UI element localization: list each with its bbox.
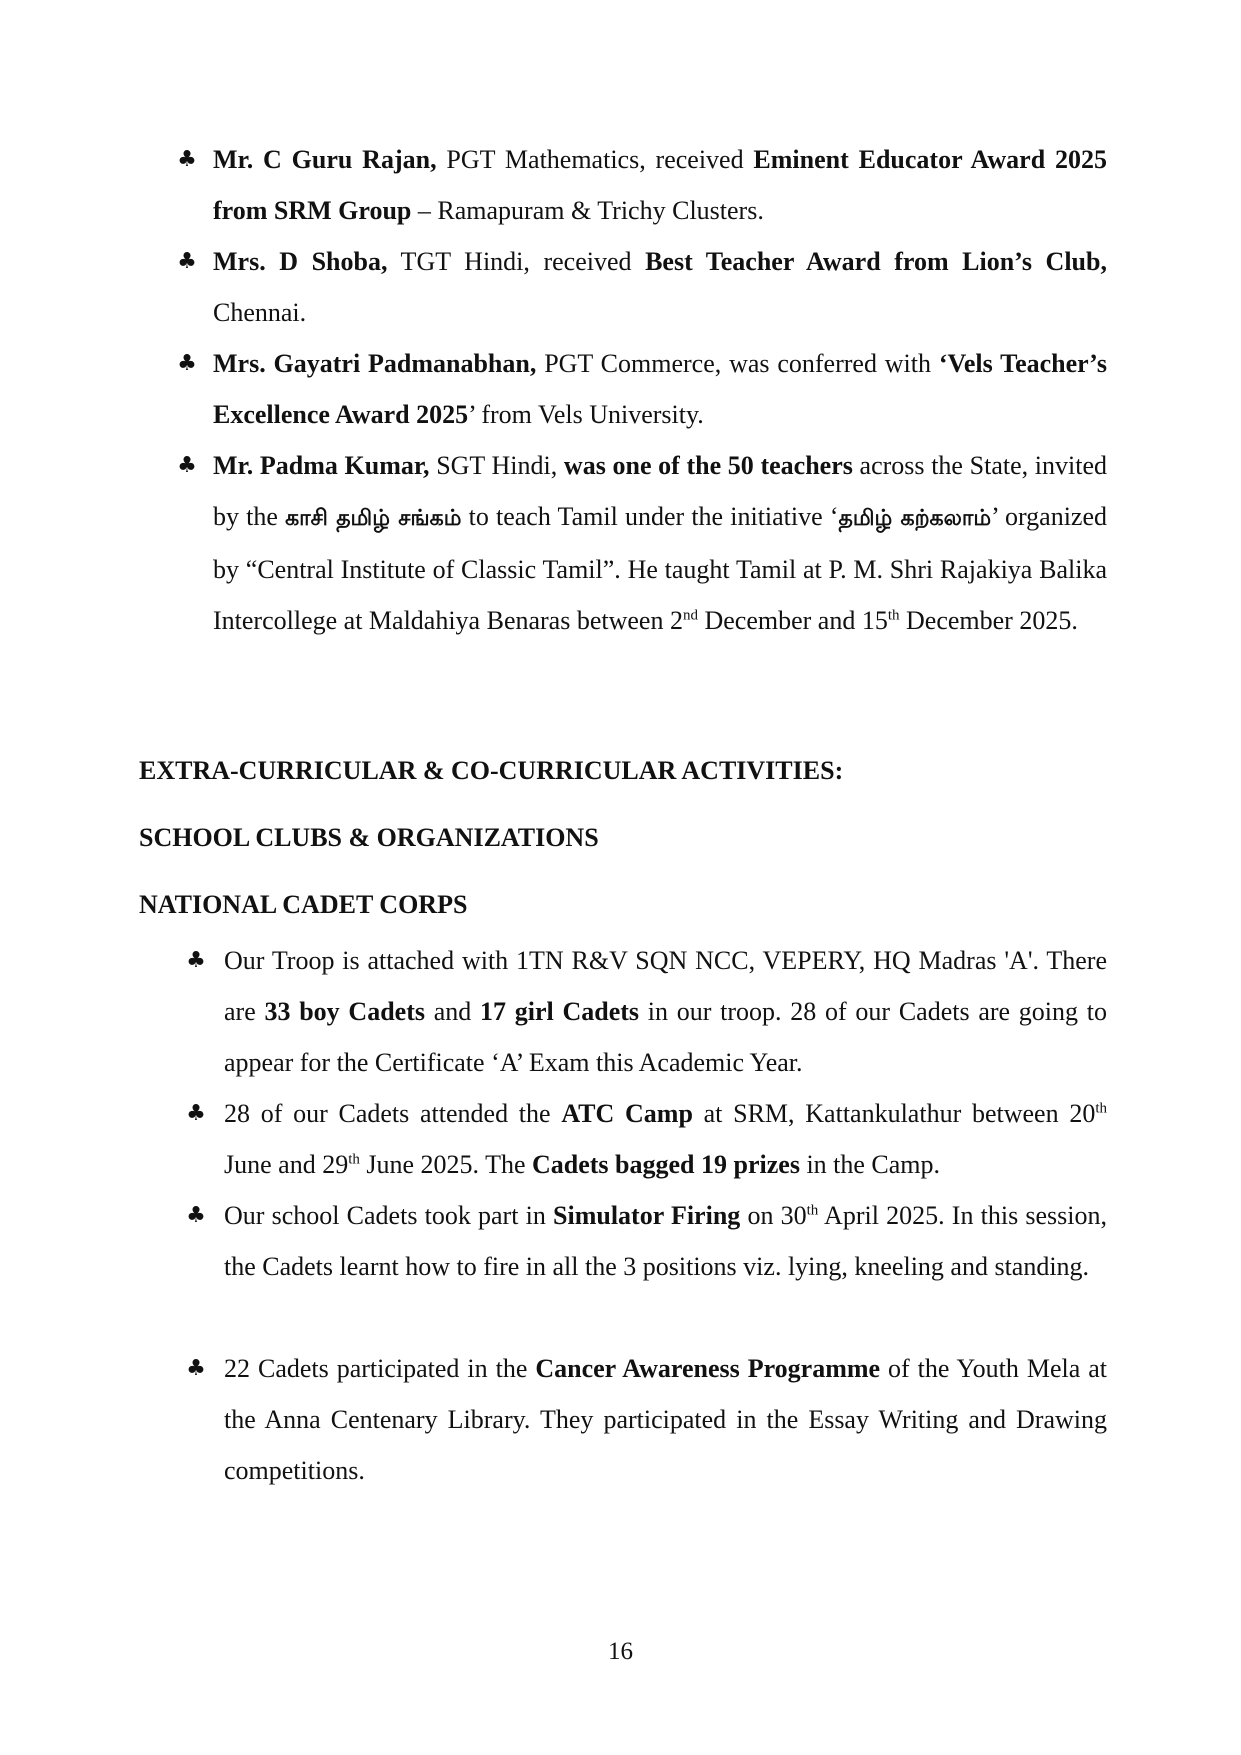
club-icon: ♣ <box>186 948 206 973</box>
award-text: Mr. Padma Kumar, SGT Hindi, was one of the 50 teachers across the State, invited by the காசி தமிழ் சங்கம் to teach Tamil under the initiative ‘தமிழ் கற்கலாம்’ organized by “Central Institute of Classic Tamil”. He taught Tamil at P. M. Shri Rajakiya Balika Intercollege at Maldahiya Benaras between 2nd December and 15th December 2025. <box>213 451 1108 635</box>
ncc-text: Our Troop is attached with 1TN R&V SQN NCC, VEPERY, HQ Madras 'A'. There are 33 boy Cadets and 17 girl Cadets in our troop. 28 of our Cadets are going to appear for the Certificate ‘A’ Exam this Academic Year. <box>224 946 1107 1077</box>
section-heading: EXTRA-CURRICULAR & CO-CURRICULAR ACTIVITIES: <box>139 756 844 785</box>
club-icon: ♣ <box>177 249 197 274</box>
club-icon: ♣ <box>186 1203 206 1228</box>
ncc-text: 28 of our Cadets attended the ATC Camp at SRM, Kattankulathur between 20th June and 29th June 2025. The Cadets bagged 19 prizes in the Camp. <box>224 1099 1107 1179</box>
award-title: ‘Vels Teacher’s Excellence Award 2025 <box>213 349 1107 429</box>
ncc-text: Our school Cadets took part in Simulator Firing on 30th April 2025. In this session, the Cadets learnt how to fire in all the 3 positions viz. lying, kneeling and standing. <box>224 1201 1107 1281</box>
subsection-heading: SCHOOL CLUBS & ORGANIZATIONS <box>139 823 599 852</box>
awardee-name: Mrs. Gayatri Padmanabhan, <box>213 349 537 378</box>
page-number: 16 <box>608 1638 633 1665</box>
awardee-name: Mrs. D Shoba, <box>213 247 388 276</box>
award-title: Best Teacher Award from Lion’s Club, <box>645 247 1107 276</box>
awardee-name: Mr. Padma Kumar, <box>213 451 430 480</box>
award-title: Eminent Educator Award 2025 from SRM Group <box>213 145 1107 225</box>
club-icon: ♣ <box>177 351 197 376</box>
club-icon: ♣ <box>177 453 197 478</box>
club-icon: ♣ <box>186 1101 206 1126</box>
award-text: Mrs. D Shoba, TGT Hindi, received Best Teacher Award from Lion’s Club, Chennai. <box>213 247 1107 327</box>
ncc-heading: NATIONAL CADET CORPS <box>139 890 468 919</box>
club-icon: ♣ <box>177 147 197 172</box>
tamil-text: காசி தமிழ் சங்கம் <box>285 506 462 531</box>
awardee-name: Mr. C Guru Rajan, <box>213 145 437 174</box>
award-text: Mrs. Gayatri Padmanabhan, PGT Commerce, was conferred with ‘Vels Teacher’s Excellence Award 2025’ from Vels University. <box>213 349 1107 429</box>
tamil-text: தமிழ் கற்கலாம் <box>838 506 992 531</box>
ncc-text: 22 Cadets participated in the Cancer Awareness Programme of the Youth Mela at the Anna Centenary Library. They participated in the Essay Writing and Drawing competitions. <box>224 1354 1107 1485</box>
award-text: Mr. C Guru Rajan, PGT Mathematics, received Eminent Educator Award 2025 from SRM Group – Ramapuram & Trichy Clusters. <box>213 145 1107 225</box>
club-icon: ♣ <box>186 1356 206 1381</box>
